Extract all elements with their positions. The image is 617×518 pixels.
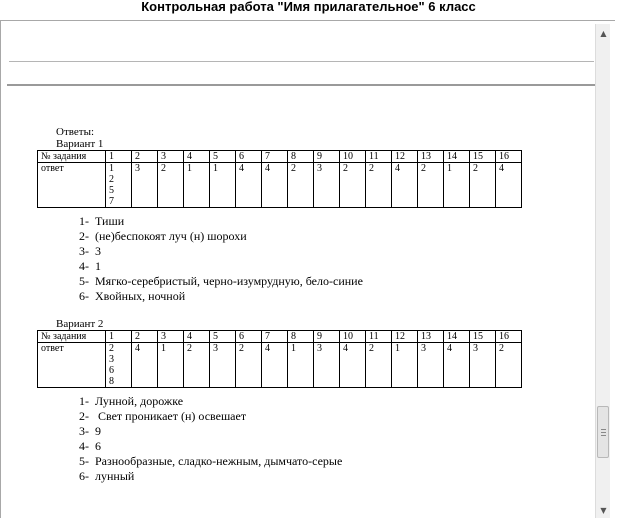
list-item [79, 274, 363, 289]
list-item-number: 4- [79, 259, 89, 273]
answer-cell: 4 [132, 343, 158, 388]
list-item-number: 6- [79, 469, 89, 483]
list-item [79, 394, 342, 409]
task-number-cell: 13 [418, 331, 444, 343]
vertical-scrollbar[interactable] [595, 24, 610, 518]
task-number-cell: 12 [392, 151, 418, 163]
scroll-up-icon[interactable]: ▲ [600, 29, 607, 38]
task-number-cell: 11 [366, 151, 392, 163]
answer-cell: 3 [132, 163, 158, 208]
table-row [38, 163, 522, 208]
task-number-cell: 1 [106, 331, 132, 343]
task-number-cell: 7 [262, 151, 288, 163]
answer-cell: 1 [444, 163, 470, 208]
list-item [79, 214, 363, 229]
answer-cell: 2 [470, 163, 496, 208]
answer-cell: 4 [444, 343, 470, 388]
task-number-cell: 11 [366, 331, 392, 343]
answer-cell: 1 2 5 7 [106, 163, 132, 208]
grip-line [601, 435, 606, 436]
answer-cell: 4 [392, 163, 418, 208]
answer-cell: 2 [418, 163, 444, 208]
list-item-text: Мягко-серебристый, черно-изумрудную, бело-синие [95, 274, 363, 288]
list-item-number: 5- [79, 454, 89, 468]
task-number-cell: 8 [288, 151, 314, 163]
task-number-cell: 9 [314, 151, 340, 163]
answer-row-label: ответ [38, 163, 106, 208]
answer-row-label: ответ [38, 343, 106, 388]
answer-cell: 2 [366, 163, 392, 208]
task-number-cell: 13 [418, 151, 444, 163]
grip-line [601, 432, 606, 433]
list-item-text: лунный [95, 469, 135, 483]
list-item-text: 9 [95, 424, 101, 438]
page-title: Контрольная работа "Имя прилагательное" 6 класс [141, 0, 476, 14]
list-item-number: 3- [79, 424, 89, 438]
list-item [79, 409, 342, 424]
task-number-cell: 8 [288, 331, 314, 343]
answer-cell: 2 [184, 343, 210, 388]
page-header-divider [9, 61, 594, 62]
list-item-number: 6- [79, 289, 89, 303]
task-number-cell: 6 [236, 331, 262, 343]
list-item-number: 4- [79, 439, 89, 453]
task-number-cell: 2 [132, 151, 158, 163]
task-number-cell: 4 [184, 331, 210, 343]
answer-cell: 3 [470, 343, 496, 388]
answer-cell: 4 [236, 163, 262, 208]
variant2-answer-table [37, 330, 522, 388]
task-number-cell: 7 [262, 331, 288, 343]
list-item-text: Тиши [95, 214, 125, 228]
answer-cell: 2 [236, 343, 262, 388]
task-number-cell: 3 [158, 331, 184, 343]
variant1-label: Вариант 1 [56, 138, 104, 150]
variant1-answer-list [79, 214, 363, 304]
answer-cell: 1 [158, 343, 184, 388]
list-item [79, 229, 363, 244]
scroll-thumb[interactable] [597, 406, 609, 458]
task-number-cell: 15 [470, 151, 496, 163]
list-item-text: Разнообразные, сладко-нежным, дымчато-серые [95, 454, 343, 468]
list-item-number: 1- [79, 394, 89, 408]
task-number-cell: 5 [210, 151, 236, 163]
answer-cell: 3 [314, 163, 340, 208]
task-number-cell: 5 [210, 331, 236, 343]
answer-cell: 1 [288, 343, 314, 388]
list-item-text: Хвойных, ночной [95, 289, 186, 303]
task-number-cell: 15 [470, 331, 496, 343]
grip-line [601, 429, 606, 430]
answer-cell: 4 [340, 343, 366, 388]
list-item-text: Свет проникает (н) освешает [95, 409, 247, 423]
answer-cell: 2 [340, 163, 366, 208]
variant2-answer-list [79, 394, 342, 484]
list-item [79, 289, 363, 304]
list-item-number: 1- [79, 214, 89, 228]
answer-cell: 3 [418, 343, 444, 388]
task-number-cell: 1 [106, 151, 132, 163]
answer-cell: 4 [496, 163, 522, 208]
task-number-cell: 14 [444, 331, 470, 343]
task-number-cell: 3 [158, 151, 184, 163]
answer-cell: 4 [262, 163, 288, 208]
list-item [79, 439, 342, 454]
table-row [38, 151, 522, 163]
list-item-text: Лунной, дорожке [95, 394, 184, 408]
task-number-header: № задания [38, 151, 106, 163]
list-item-number: 2- [79, 229, 89, 243]
answer-cell: 1 [184, 163, 210, 208]
task-number-cell: 16 [496, 331, 522, 343]
list-item-text: 3 [95, 244, 101, 258]
task-number-cell: 10 [340, 331, 366, 343]
answer-cell: 3 [210, 343, 236, 388]
task-number-header: № задания [38, 331, 106, 343]
list-item [79, 424, 342, 439]
task-number-cell: 12 [392, 331, 418, 343]
list-item [79, 244, 363, 259]
answer-cell: 2 3 6 8 [106, 343, 132, 388]
variant2-label: Вариант 2 [56, 318, 104, 330]
task-number-cell: 4 [184, 151, 210, 163]
list-item-number: 2- [79, 409, 89, 423]
answer-cell: 3 [314, 343, 340, 388]
list-item-number: 5- [79, 274, 89, 288]
answer-cell: 4 [262, 343, 288, 388]
list-item-number: 3- [79, 244, 89, 258]
scroll-down-icon[interactable]: ▼ [600, 506, 607, 515]
task-number-cell: 14 [444, 151, 470, 163]
list-item-text: 1 [95, 259, 101, 273]
table-row [38, 343, 522, 388]
answers-heading: Ответы: [56, 126, 95, 138]
answer-cell: 2 [496, 343, 522, 388]
answer-cell: 1 [210, 163, 236, 208]
list-item-text: 6 [95, 439, 101, 453]
variant1-answer-table [37, 150, 522, 208]
document-viewer[interactable] [7, 24, 594, 518]
page-break-line [7, 84, 602, 86]
task-number-cell: 2 [132, 331, 158, 343]
answer-cell: 2 [288, 163, 314, 208]
list-item [79, 469, 342, 484]
list-item [79, 454, 342, 469]
task-number-cell: 6 [236, 151, 262, 163]
task-number-cell: 16 [496, 151, 522, 163]
list-item-text: (не)беспокоят луч (н) шорохи [95, 229, 247, 243]
answer-cell: 2 [366, 343, 392, 388]
list-item [79, 259, 363, 274]
answer-cell: 1 [392, 343, 418, 388]
task-number-cell: 10 [340, 151, 366, 163]
task-number-cell: 9 [314, 331, 340, 343]
table-row [38, 331, 522, 343]
answer-cell: 2 [158, 163, 184, 208]
